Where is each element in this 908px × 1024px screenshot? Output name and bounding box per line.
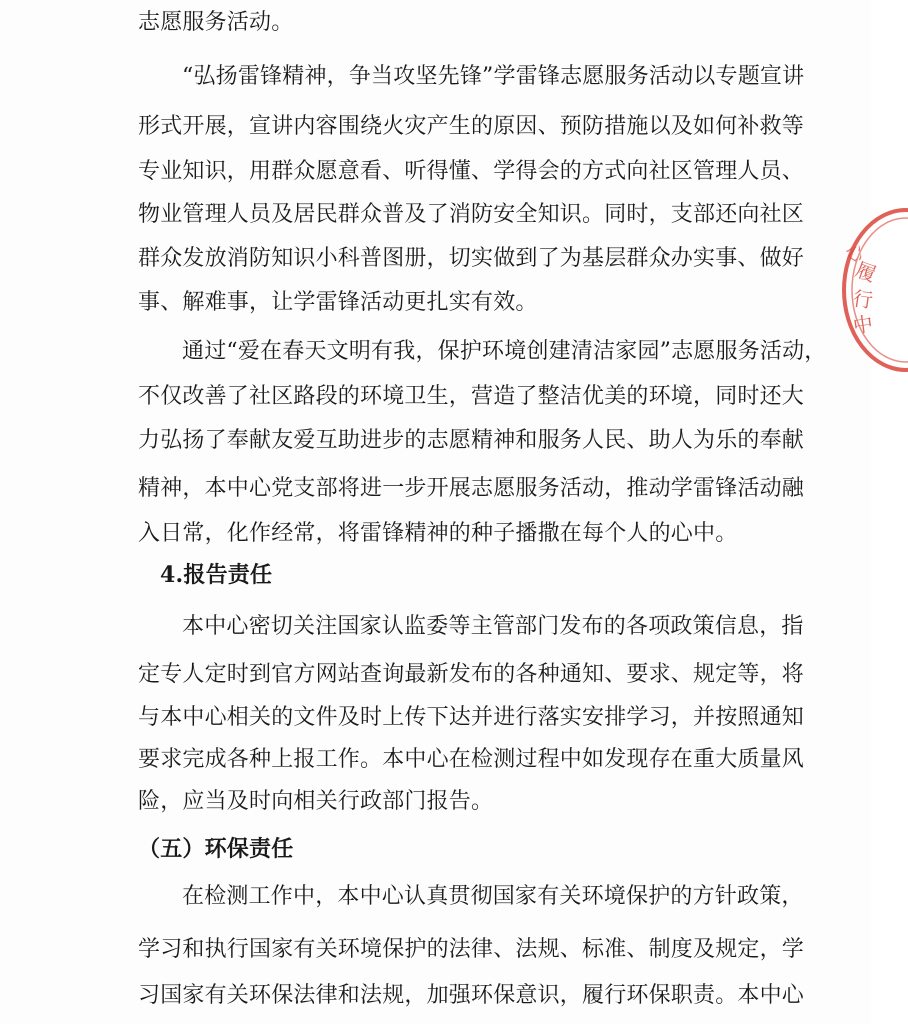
body-line: 通过“爱在春天文明有我，保护环境创建清洁家园”志愿服务活动， <box>182 339 827 364</box>
body-line: 本中心密切关注国家认监委等主管部门发布的各项政策信息，指 <box>182 614 804 639</box>
body-line: 群众发放消防知识小科普图册，切实做到了为基层群众办实事、做好 <box>138 246 805 271</box>
section-heading-report: 4.报告责任 <box>160 562 273 588</box>
body-line: 定专人定时到官方网站查询最新发布的各种通知、要求、规定等，将 <box>138 662 805 687</box>
section-heading-environment: （五）环保责任 <box>138 836 294 862</box>
body-line: 物业管理人员及居民群众普及了消防安全知识。同时，支部还向社区 <box>138 202 805 227</box>
body-line: 要求完成各种上报工作。本中心在检测过程中如发现存在重大质量风 <box>138 747 805 772</box>
body-line: 险，应当及时向相关行政部门报告。 <box>138 789 494 814</box>
body-line: 志愿服务活动。 <box>138 10 294 35</box>
body-line: 精神，本中心党支部将进一步开展志愿服务活动，推动学雷锋活动融 <box>138 476 805 501</box>
body-line: 学习和执行国家有关环境保护的法律、法规、标准、制度及规定，学 <box>138 937 805 962</box>
body-line: 与本中心相关的文件及时上传下达并进行落实安排学习，并按照通知 <box>138 705 805 730</box>
body-line: 专业知识，用群众愿意看、听得懂、学得会的方式向社区管理人员、 <box>138 159 805 184</box>
body-line: 在检测工作中，本中心认真贯彻国家有关环境保护的方针政策， <box>182 884 804 909</box>
svg-text:中: 中 <box>851 313 875 338</box>
svg-text:履: 履 <box>852 259 879 287</box>
body-line: 事、解难事，让学雷锋活动更扎实有效。 <box>138 290 538 315</box>
svg-text:行: 行 <box>851 288 875 313</box>
body-line: 形式开展，宣讲内容围绕火灾产生的原因、预防措施以及如何补救等 <box>138 114 805 139</box>
seal-icon <box>838 205 908 375</box>
body-line: “弘扬雷锋精神，争当攻坚先锋”学雷锋志愿服务活动以专题宣讲 <box>182 64 805 89</box>
red-seal-stamp <box>838 205 908 375</box>
body-line: 力弘扬了奉献友爱互助进步的志愿精神和服务人民、助人为乐的奉献 <box>138 428 805 453</box>
body-line: 不仅改善了社区路段的环境卫生，营造了整洁优美的环境，同时还大 <box>138 384 805 409</box>
svg-text:心: 心 <box>841 239 868 267</box>
body-line: 习国家有关环保法律和法规，加强环保意识，履行环保职责。本中心 <box>138 983 805 1008</box>
body-line: 入日常，化作经常，将雷锋精神的种子播撒在每个人的心中。 <box>138 521 738 546</box>
